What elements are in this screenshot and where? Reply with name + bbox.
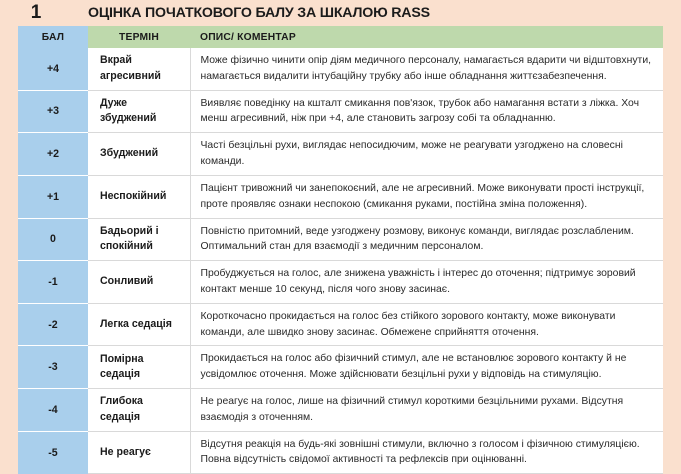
cell-description: Прокидається на голос або фізичний стимул, але не встановлює зорового контакту й не усвідомлює оточення. Може здійснювати безцільні рухи у відповідь на стимуляцію. [190,346,663,389]
table-row [18,48,663,90]
table-header [18,26,663,48]
cell-description: Не реагує на голос, лише на фізичний стимул короткими безцільними рухами. Відсутня взаємодія з оточенням. [190,389,663,432]
cell-term: Вкрай агресивний [88,48,190,90]
cell-term: Легка седація [88,303,190,346]
cell-term: Збуджений [88,133,190,176]
cell-score: -2 [18,303,88,346]
cell-description: Короткочасно прокидається на голос без стійкого зорового контакту, може виконувати команди, але швидко знову засинає. Обмежене сприйняття оточення. [190,303,663,346]
cell-description: Виявляє поведінку на кшталт смикання пов'язок, трубок або намагання встати з ліжка. Хоч менш агресивний, ніж при +4, але становить загрозу собі та обладнанню. [190,90,663,133]
cell-description: Може фізично чинити опір діям медичного персоналу, намагається вдарити чи відштовхнути, намагається видалити інтубаційну трубку або інше обладнання життєзабезпечення. [190,48,663,90]
table-row [18,218,663,261]
cell-description: Повністю притомний, веде узгоджену розмову, виконує команди, виглядає розслабленим. Оптимальний стан для взаємодії з медичним персоналом. [190,218,663,261]
cell-term: Глибока седація [88,389,190,432]
cell-term: Бадьорий і спокійний [88,218,190,261]
cell-term: Помірна седація [88,346,190,389]
cell-term: Сонливий [88,261,190,304]
cell-score: -5 [18,431,88,474]
table-row [18,90,663,133]
column-header-score: БАЛ [18,26,88,48]
cell-description: Часті безцільні рухи, виглядає непосидючим, може не реагувати узгоджено на словесні команди. [190,133,663,176]
cell-term: Не реагує [88,431,190,474]
page-title: ОЦІНКА ПОЧАТКОВОГО БАЛУ ЗА ШКАЛОЮ RASS [88,5,430,21]
column-header-description: ОПИС/ КОМЕНТАР [190,26,663,48]
cell-term: Дуже збуджений [88,90,190,133]
table-row [18,303,663,346]
cell-score: -3 [18,346,88,389]
cell-score: -4 [18,389,88,432]
rass-table-container [18,26,663,474]
cell-score: +3 [18,90,88,133]
cell-score: +2 [18,133,88,176]
column-header-term: ТЕРМІН [88,26,190,48]
cell-term: Неспокійний [88,175,190,218]
table-row [18,431,663,474]
cell-description: Пацієнт тривожний чи занепокоєний, але не агресивний. Може виконувати прості інструкції, проте проявляє ознаки неспокою (смикання руками, постійна зміна положення). [190,175,663,218]
section-number: 1 [30,2,42,23]
table-row [18,389,663,432]
table-body [18,48,663,474]
cell-score: +4 [18,48,88,90]
table-row [18,175,663,218]
rass-table [18,26,663,474]
cell-score: 0 [18,218,88,261]
table-row [18,261,663,304]
table-row [18,346,663,389]
title-bar [0,0,681,26]
cell-score: +1 [18,175,88,218]
table-header-row [18,26,663,48]
cell-score: -1 [18,261,88,304]
table-row [18,133,663,176]
cell-description: Пробуджується на голос, але знижена уважність і інтерес до оточення; підтримує зоровий контакт менше 10 секунд, після чого знову засинає. [190,261,663,304]
cell-description: Відсутня реакція на будь-які зовнішні стимули, включно з голосом і фізичною стимуляцією. Повна відсутність свідомої активності та рефлексів при оцінюванні. [190,431,663,474]
